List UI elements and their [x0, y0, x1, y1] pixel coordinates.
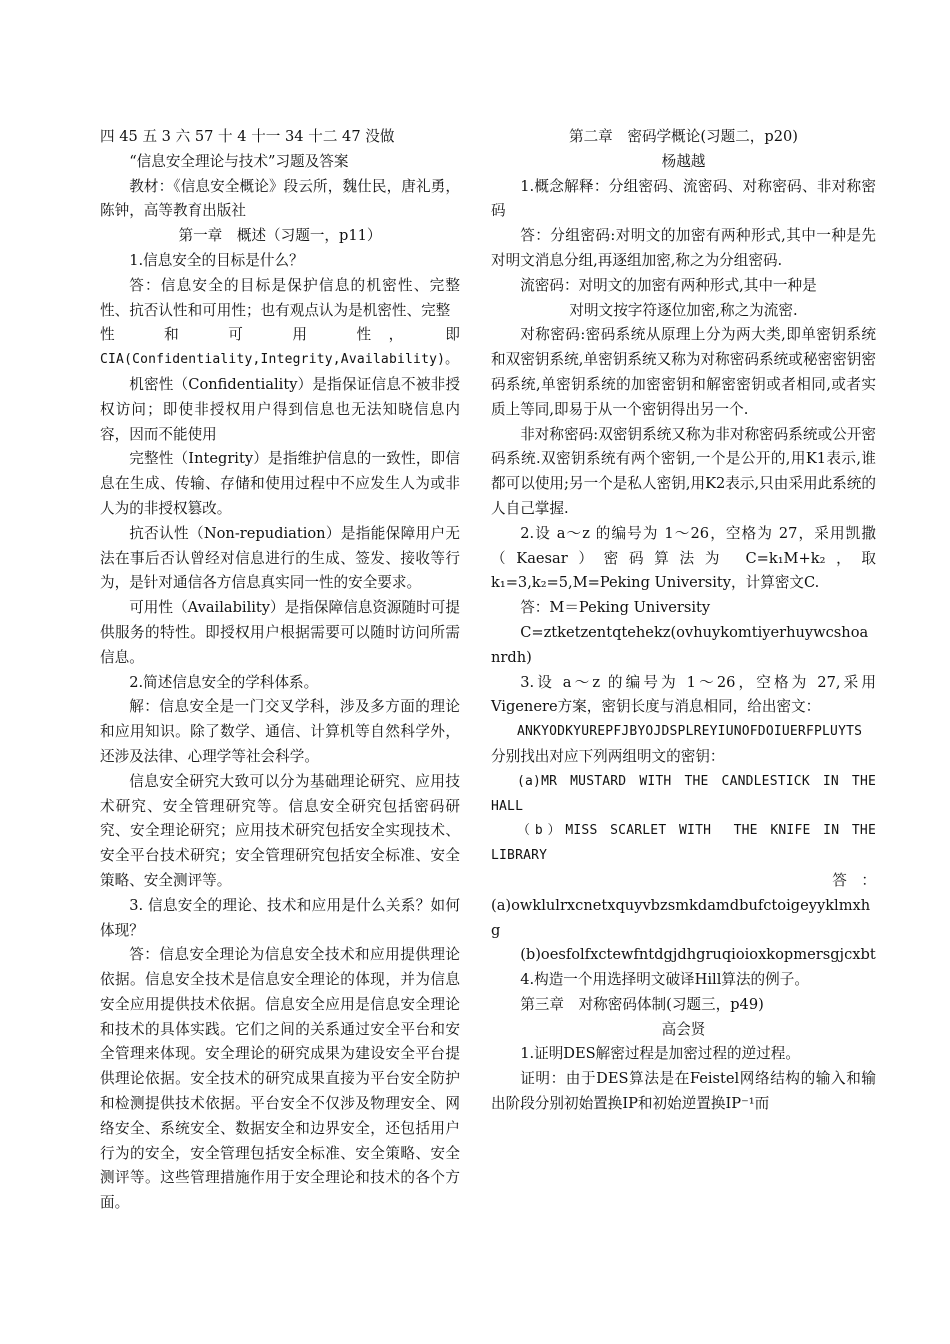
right-paragraph: 对称密码:密码系统从原理上分为两大类,即单密钥系统和双密钥系统,单密钥系统又称为对称密码系统或秘密密钥密码系统,单密钥系统的加密密钥和解密密钥或者相同,或者实质上等同,即易于从一个密钥得出另一个. [491, 326, 876, 418]
right-paragraph: 杨越越 [661, 152, 706, 170]
right-paragraph: 1.概念解释：分组密码、流密码、对称密码、非对称密码 [491, 177, 876, 220]
right-paragraph: C=ztketzentqtehekz(ovhuykomtiyerhuywcshoanrdh) [491, 623, 869, 666]
left-paragraph: CIA(Confidentiality,Integrity,Availability)。 [100, 352, 459, 368]
left-paragraph: 性 和 可 用 性， 即 [100, 326, 460, 344]
right-paragraph: 非对称密码:双密钥系统又称为非对称密码系统或公开密码系统.双密钥系统有两个密钥,一个是公开的,用K1表示,谁都可以使用;另一个是私人密钥,用K2表示,只由采用此系统的人自己掌握. [491, 425, 876, 517]
right-paragraph: 高会贤 [661, 1020, 706, 1038]
left-column [100, 125, 460, 1216]
right-paragraph: 答 ： [832, 871, 876, 889]
left-paragraph: 答：信息安全理论为信息安全技术和应用提供理论依据。信息安全技术是信息安全理论的体现，并为信息安全应用提供技术依据。信息安全应用是信息安全理论和技术的具体实践。它们之间的关系通过安全平台和安全管理来体现。安全理论的研究成果为建设安全平台提供理论依据。安全技术的研究成果直接为平台安全防护和检测提供技术依据。平台安全不仅涉及物理安全、网络安全、系统安全、数据安全和边界安全，还包括用户行为的安全，安全管理包括安全标准、安全策略、安全测评等。这些管理措施作用于安全理论和技术的各个方面。 [100, 946, 460, 1212]
right-paragraph: 对明文按字符逐位加密,称之为流密. [569, 301, 798, 319]
right-paragraph: 第三章 对称密码体制(习题三，p49) [520, 995, 764, 1013]
right-paragraph: 4.构造一个用选择明文破译Hill算法的例子。 [520, 971, 809, 989]
left-paragraph: 完整性（Integrity）是指维护信息的一致性，即信息在生成、传输、存储和使用过程中不应发生人为或非人为的非授权篡改。 [100, 450, 460, 517]
right-paragraph: 流密码：对明文的加密有两种形式,其中一种是 [520, 276, 817, 294]
right-paragraph: ANKYODKYUREPFJBYOJDSPLREYIUNOFDOIUERFPLUYTS [517, 724, 863, 740]
right-paragraph: 第二章 密码学概论(习题二，p20) [568, 128, 799, 145]
right-paragraph: (b)oesfolfxctewfntdgjdhgruqioioxkopmersgjcxbt [520, 946, 876, 964]
right-paragraph: 答：M＝Peking University [520, 599, 711, 617]
right-column [491, 125, 876, 1117]
left-paragraph: 第一章 概述（习题一，p11） [178, 227, 382, 245]
left-paragraph: 四 45 五 3 六 57 十 4 十一 34 十二 47 没做 [100, 128, 395, 145]
left-paragraph: 答：信息安全的目标是保护信息的机密性、完整性、抗否认性和可用性；也有观点认为是机密性、完整 [100, 276, 460, 319]
left-paragraph: 1.信息安全的目标是什么？ [129, 251, 304, 269]
left-paragraph: 3. 信息安全的理论、技术和应用是什么关系？如何体现？ [100, 896, 460, 939]
right-paragraph: 证明：由于DES算法是在Feistel网络结构的输入和输出阶段分别初始置换IP和初始逆置换IP⁻¹而 [491, 1070, 876, 1113]
left-paragraph: 机密性（Confidentiality）是指保证信息不被非授权访问；即使非授权用户得到信息也无法知晓信息内容，因而不能使用 [100, 375, 460, 443]
right-paragraph: (a)MR MUSTARD WITH THE CANDLESTICK IN THE HALL [491, 773, 876, 814]
right-paragraph: （b）MISS SCARLET WITH THE KNIFE IN THE LIBRARY [491, 823, 876, 864]
right-paragraph: 分别找出对应下列两组明文的密钥： [491, 747, 725, 765]
right-paragraph: 2.设 a～z 的编号为 1～26，空格为 27，采用凯撒（Kaesar）密码算法为 C=k₁M+k₂，取 k₁=3,k₂=5,M=Peking University，计算密文C. [491, 524, 876, 592]
right-paragraph: 3.设 a～z 的编号为 1～26，空格为 27,采用Vigenere方案，密钥长度与消息相同，给出密文： [491, 673, 876, 716]
left-paragraph: 信息安全研究大致可以分为基础理论研究、应用技术研究、安全管理研究等。信息安全研究包括密码研究、安全理论研究；应用技术研究包括安全实现技术、安全平台技术研究；安全管理研究包括安全标准、安全策略、安全测评等。 [100, 772, 460, 889]
left-paragraph: 解：信息安全是一门交叉学科，涉及多方面的理论和应用知识。除了数学、通信、计算机等自然科学外，还涉及法律、心理学等社会科学。 [100, 698, 460, 765]
left-paragraph: 可用性（Availability）是指保障信息资源随时可提供服务的特性。即授权用户根据需要可以随时访问所需信息。 [100, 599, 460, 666]
right-paragraph: (a)owklulrxcnetxquyvbzsmkdamdbufctoigeyyklmxhg [491, 896, 871, 939]
right-paragraph: 1.证明DES解密过程是加密过程的逆过程。 [520, 1045, 800, 1063]
left-paragraph: 教材：《信息安全概论》段云所，魏仕民，唐礼勇，陈钟，高等教育出版社 [100, 177, 460, 220]
left-paragraph: “信息安全理论与技术”习题及答案 [129, 152, 349, 170]
left-paragraph: 2.简述信息安全的学科体系。 [129, 673, 319, 691]
left-paragraph: 抗否认性（Non-repudiation）是指能保障用户无法在事后否认曾经对信息进行的生成、签发、接收等行为，是针对通信各方信息真实同一性的安全要求。 [100, 524, 460, 592]
right-paragraph: 答：分组密码:对明文的加密有两种形式,其中一种是先对明文消息分组,再逐组加密,称之为分组密码. [491, 227, 876, 269]
